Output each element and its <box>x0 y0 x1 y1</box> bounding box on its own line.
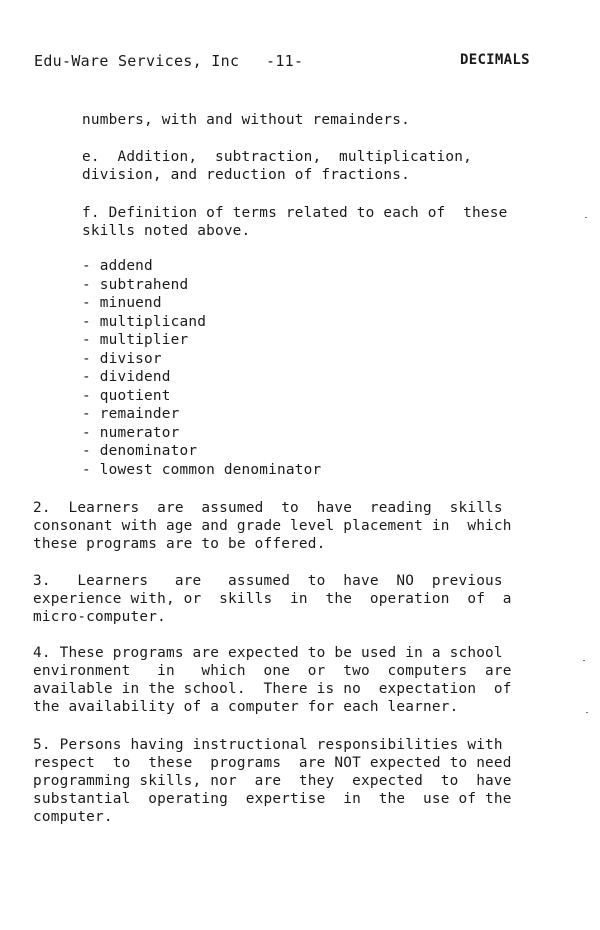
para-d-tail: numbers, with and without remainders. <box>82 112 410 128</box>
point-2-line-3: these programs are to be offered. <box>33 536 326 552</box>
point-5-line-4: substantial operating expertise in the use of the <box>33 791 512 807</box>
point-5-line-2: respect to these programs are NOT expected to need <box>33 755 512 771</box>
scan-speck <box>586 712 588 713</box>
header-section-title: DECIMALS <box>460 52 530 68</box>
item-f-line-2: skills noted above. <box>82 223 251 239</box>
point-4-line-3: available in the school. There is no expectation of <box>33 681 512 697</box>
term-list-item: - numerator <box>82 424 180 441</box>
term-list-item: - subtrahend <box>82 276 189 293</box>
point-5-line-1: 5. Persons having instructional responsibilities with <box>33 737 503 753</box>
term-list-item: - divisor <box>82 350 162 367</box>
scan-speck <box>583 660 585 661</box>
point-5-line-5: computer. <box>33 809 113 825</box>
point-2-line-1: 2. Learners are assumed to have reading skills <box>33 500 503 516</box>
point-4-line-1: 4. These programs are expected to be used in a school <box>33 645 503 661</box>
item-e-line-1: e. Addition, subtraction, multiplication, <box>82 149 473 165</box>
point-3-line-2: experience with, or skills in the operation of a <box>33 591 512 607</box>
header-page-number: -11- <box>266 52 304 70</box>
term-list-item: - addend <box>82 258 153 274</box>
header-publisher: Edu-Ware Services, Inc <box>34 52 240 70</box>
point-4-line-4: the availability of a computer for each learner. <box>33 699 459 715</box>
item-f-line-1: f. Definition of terms related to each of these <box>82 205 508 221</box>
item-e-line-2: division, and reduction of fractions. <box>82 167 410 183</box>
term-list-item: - remainder <box>82 406 180 422</box>
point-4-line-2: environment in which one or two computers are <box>33 663 512 679</box>
term-list-item: - dividend <box>82 369 171 385</box>
point-3-line-3: micro-computer. <box>33 609 166 625</box>
term-list-item: - minuend <box>82 295 162 311</box>
point-2-line-2: consonant with age and grade level placement in which <box>33 518 512 534</box>
point-3-line-1: 3. Learners are assumed to have NO previous <box>33 573 503 589</box>
term-list-item: - quotient <box>82 387 171 404</box>
point-5-line-3: programming skills, nor are they expected to have <box>33 773 512 789</box>
term-list-item: - lowest common denominator <box>82 461 322 478</box>
term-list-item: - multiplicand <box>82 313 207 330</box>
term-list-item: - multiplier <box>82 332 189 348</box>
scan-speck <box>585 217 587 218</box>
term-list-item: - denominator <box>82 443 198 459</box>
